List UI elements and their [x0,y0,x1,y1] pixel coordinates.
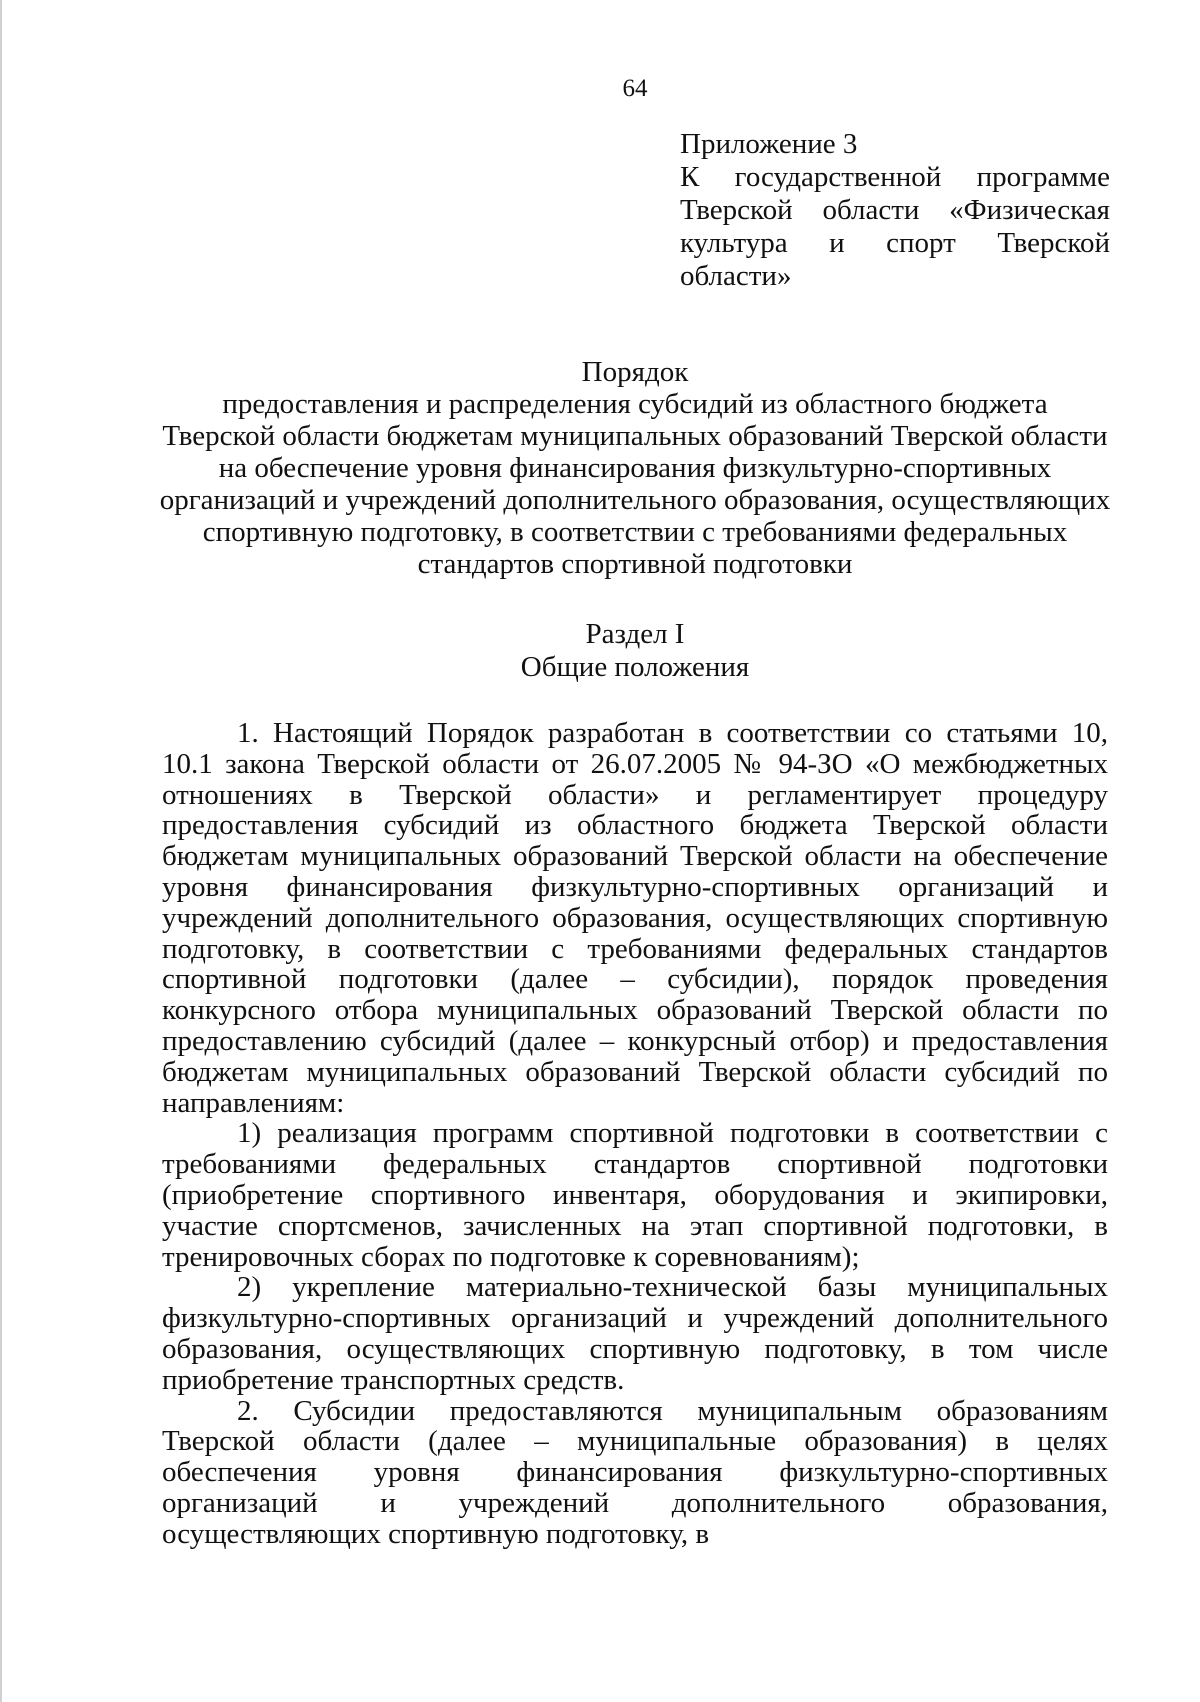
title-line: Тверской области бюджетам муниципальных образований Тверской области [162,420,1108,452]
appendix-line: К государственной программе [680,161,1110,193]
appendix-line: Приложение 3 [680,128,858,160]
paragraph: 1) реализация программ спортивной подготовки в соответствии с требованиями федеральных стандартов спортивной подготовки (приобретение спортивного инвентаря, оборудования и экипировки, участие спортсменов, зачисленных на этап спортивной подготовки, в тренировочных сборах по подготовке к соревнованиям); [162,1117,1108,1273]
section-heading [160,618,1110,684]
title-line: спортивную подготовку, в соответствии с требованиями федеральных [202,516,1068,548]
appendix-block [680,128,1110,293]
paragraph: 2) укрепление материально-технической базы муниципальных физкультурно-спортивных организаций и учреждений дополнительного образования, осуществляющих спортивную подготовку, в том числе приобретение транспортных средств. [162,1271,1108,1396]
section-name: Общие положения [520,651,750,683]
appendix-line: области» [680,260,792,292]
title-line: предоставления и распределения субсидий из областного бюджета [222,388,1048,420]
title-line: на обеспечение уровня финансирования физкультурно-спортивных [218,452,1052,484]
title-line: стандартов спортивной подготовки [417,548,853,580]
title-heading: Порядок [581,356,689,388]
appendix-line: культура и спорт Тверской [680,227,1110,259]
appendix-line: Тверской области «Физическая [680,194,1110,226]
section-number: Раздел I [585,618,685,650]
body-text [162,718,1108,1550]
page-number: 64 [622,75,648,102]
paragraph: 1. Настоящий Порядок разработан в соответствии со статьями 10, 10.1 закона Тверской области от 26.07.2005 № 94-ЗО «О межбюджетных отношениях в Тверской области» и регламентирует процедуру предоставления субсидий из областного бюджета Тверской области бюджетам муниципальных образований Тверской области на обеспечение уровня финансирования физкультурно-спортивных организаций и учреждений дополнительного образования, осуществляющих спортивную подготовку, в соответствии с требованиями федеральных стандартов спортивной подготовки (далее – субсидии), порядок проведения конкурсного отбора муниципальных образований Тверской области по предоставлению субсидий (далее – конкурсный отбор) и предоставления бюджетам муниципальных образований Тверской области субсидий по направлениям: [162,717,1108,1119]
paragraph: 2. Субсидии предоставляются муниципальным образованиям Тверской области (далее – муниципальные образования) в целях обеспечения уровня финансирования физкультурно-спортивных организаций и учреждений дополнительного образования, осуществляющих спортивную подготовку, в [162,1394,1108,1550]
document-title [150,356,1120,580]
title-line: организаций и учреждений дополнительного образования, осуществляющих [159,484,1111,516]
scan-edge [0,0,2,1702]
